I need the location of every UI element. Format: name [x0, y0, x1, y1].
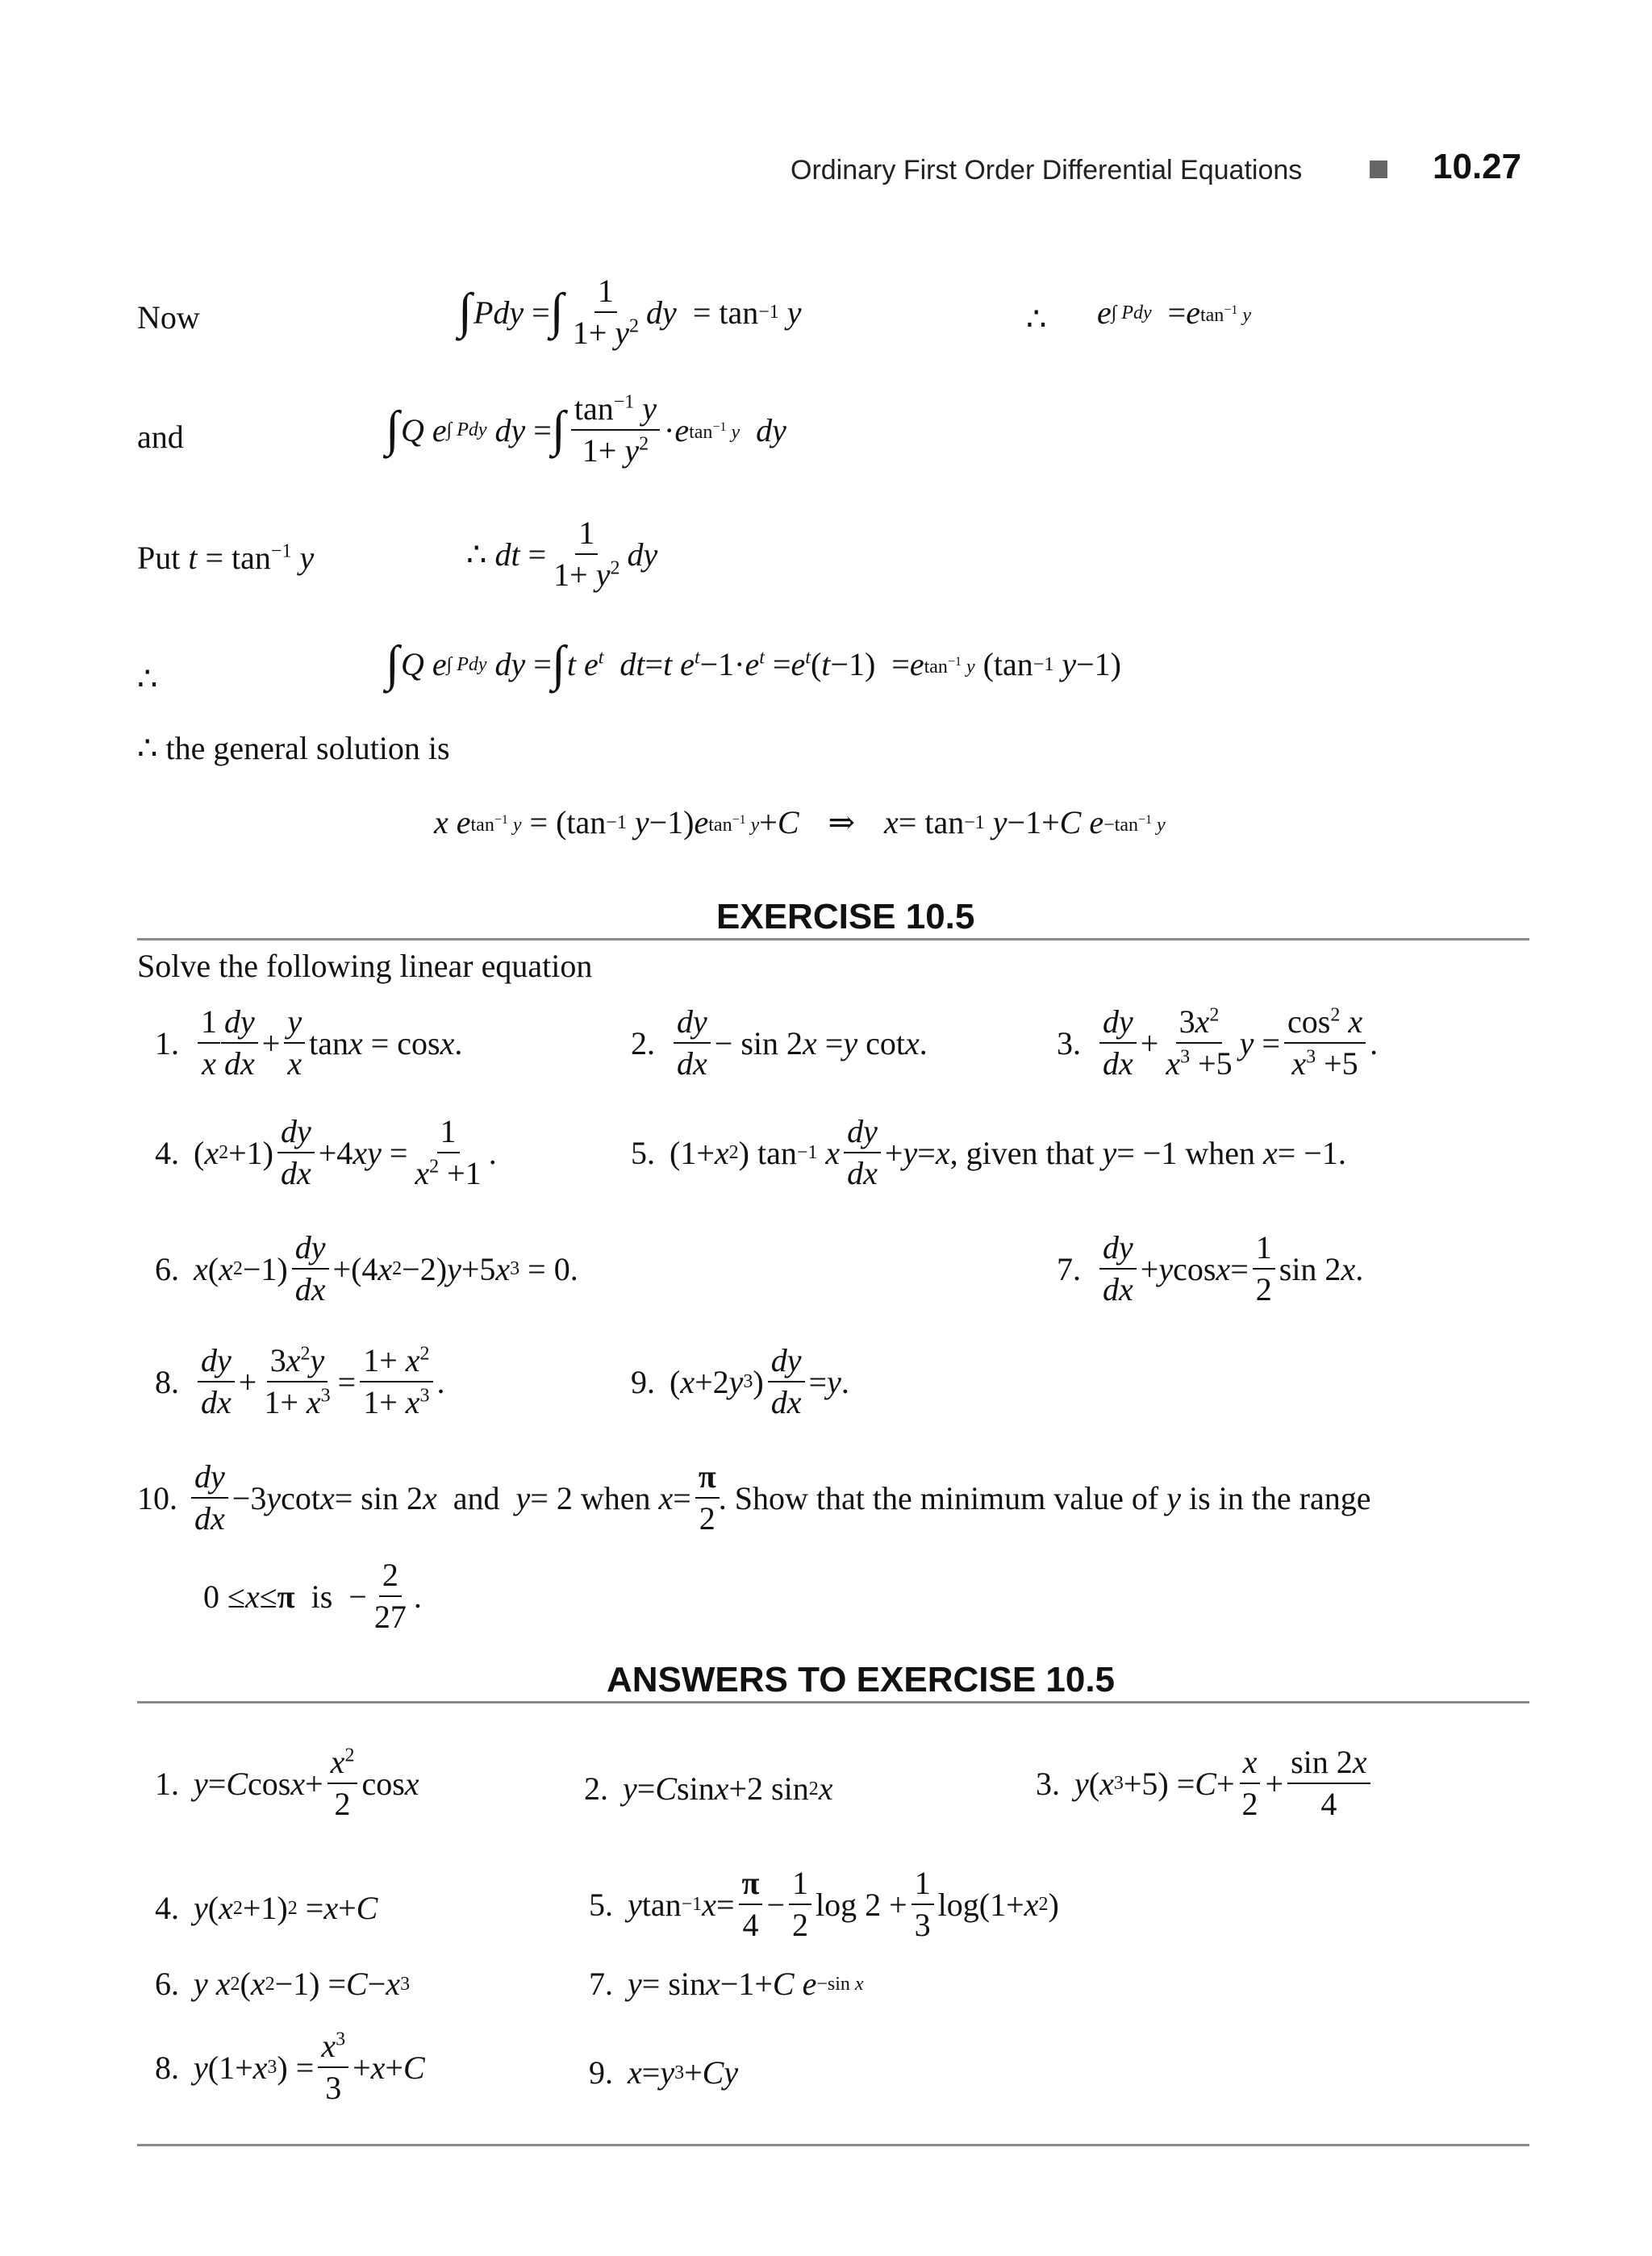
answer-5: 5. y tan −1 x = π 4 − 1 2 log 2 + 1 3 log(1+ x 2 ) [589, 1865, 1059, 1943]
q5-when-text: when [1185, 1134, 1255, 1171]
exercise-heading: EXERCISE 10.5 [716, 897, 975, 936]
question-7: 7. dy dx + y cos x = 1 2 sin 2 x . [1057, 1229, 1364, 1307]
equation-int-q-result: ∫ Q e ∫ Pdy dy = ∫ t $e^t$ dt = t $e^t$ −1· $e^t$ = $e^t$ ( t −1) = e $\tan^{-1} y$ (tan −1 y −1) [386, 636, 1121, 691]
question-4: 4. ( x 2 +1) dy dx +4 xy = 1 $x^2 +1$ . [155, 1113, 497, 1191]
answer-3: 3. y ( x 3 +5) = C + x 2 + sin 2x 4 [1036, 1745, 1375, 1821]
equation-int-q: ∫ Q e ∫ Pdy dy = ∫ $\tan^{-1} y$ $1+ y^2$ · e $\tan^{-1} y$ dy [386, 390, 786, 469]
q10-and-text: and [453, 1479, 500, 1516]
header-square-icon [1370, 161, 1387, 178]
therefore-symbol-2: ∴ [137, 661, 158, 697]
answer-1: 1. y = C cos x + $x^2$ 2 cos x [155, 1744, 419, 1822]
equation-int-p-dy: ∫ Pdy = ∫ 1 $1+ y^2$ dy = tan −1 y [458, 273, 802, 351]
question-6: 6. x ( x 2 −1) dy dx +(4 x 2 −2) y +5 x 3 = 0. [155, 1229, 578, 1307]
answer-7: 7. y = sin x −1+ C e −sin x [589, 1966, 864, 2002]
q10-is-text: is [311, 1578, 333, 1615]
exercise-rule [137, 938, 1529, 940]
running-header-title: Ordinary First Order Differential Equations [791, 155, 1303, 186]
general-solution-line: ∴ the general solution is [137, 730, 450, 766]
equation-integrating-factor: e ∫ Pdy = e $\tan^{-1} y$ [1097, 294, 1251, 331]
answer-4: 4. y ( x 2 +1) 2 = x + C [155, 1890, 378, 1926]
answers-rule [137, 1701, 1529, 1703]
general-solution-text: the general solution is [165, 730, 450, 766]
answer-8: 8. y (1+ x 3 ) = $x^3$ 3 + x + C [155, 2028, 425, 2106]
substitution-put: Put $t = \tan^{-1} y$ [137, 540, 315, 576]
bottom-rule [137, 2144, 1529, 2146]
page-number: 10.27 [1433, 147, 1522, 186]
equation-general-solution: x e $\tan^{-1} y$ = (tan −1 y −1) e $\tan^{-1} y$ + C ⇒ x = tan −1 y −1+ C e $-\tan^{-1}$ y [434, 804, 1166, 840]
exercise-instruction: Solve the following linear equation [137, 948, 593, 984]
answer-2: 2. y = C sin x +2 sin 2 x [584, 1770, 833, 1807]
label-put: Put [137, 540, 181, 576]
question-1: 1. 1 x dy dx + y x tan x = cos x . [155, 1003, 463, 1082]
equation-dt: ∴ dt = 1 $1+ y^2$ dy [466, 515, 658, 593]
answers-heading: ANSWERS TO EXERCISE 10.5 [607, 1660, 1116, 1699]
q5-given-text: given that [966, 1134, 1095, 1171]
question-10: 10. dy dx −3 y cot x = sin 2 x and y = 2 when x = π 2 . Show that the minimum value of y is in the range [137, 1458, 1371, 1537]
answer-6: 6. y x 2 ( x 2 −1) = C − x 3 [155, 1966, 411, 2002]
question-9: 9. ( x +2 y 3 ) dy dx = y . [631, 1342, 849, 1420]
label-now: Now [137, 299, 200, 336]
q10-show-text: . Show that the minimum value of [718, 1479, 1159, 1516]
question-3: 3. dy dx + $3x^2$ $x^3 +5$ y = $\cos^2 x$ $x^3 +5$ . [1057, 1003, 1379, 1082]
question-8: 8. dy dx + $3x^2y$ $1+ x^3$ = $1+ x^2$ $1+ x^3$ . [155, 1342, 445, 1420]
question-10-range: 0 ≤ x ≤ π is − 2 27 . [203, 1557, 422, 1635]
answer-9: 9. x = y 3 + Cy [589, 2054, 739, 2091]
q10-when-text: when [580, 1479, 651, 1516]
question-2: 2. dy dx − sin 2 x = y cot x . [631, 1003, 928, 1082]
q10-range-text: is in the range [1189, 1479, 1371, 1516]
label-and: and [137, 419, 184, 455]
question-5: 5. (1+ x 2 ) tan −1 x dy dx + y = x , given that y = −1 when x = −1. [631, 1113, 1346, 1191]
therefore-symbol: ∴ [1026, 301, 1047, 337]
